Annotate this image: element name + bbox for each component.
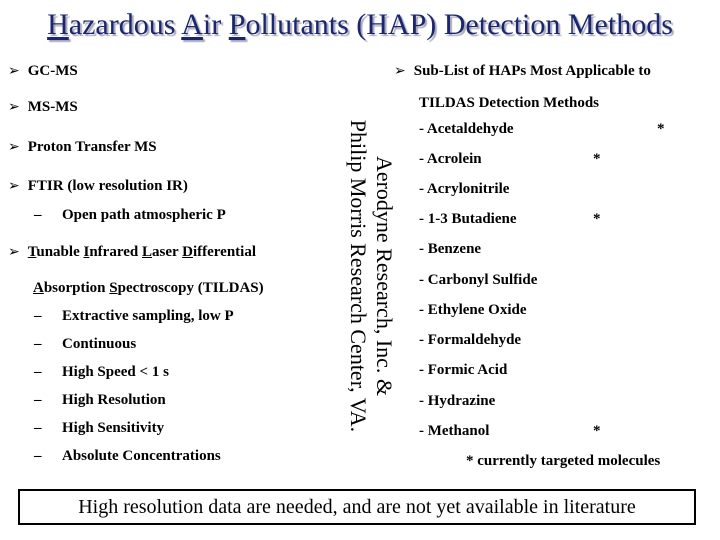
tildas-subitem xyxy=(34,448,221,465)
dash-icon: – xyxy=(34,336,42,352)
bullet-text: FTIR (low resolution IR) xyxy=(27,178,188,194)
tildas-text: bsorption xyxy=(43,280,110,296)
bullet-msms xyxy=(8,99,78,116)
hap-item: - Hydrazine xyxy=(419,393,496,409)
dash-icon: – xyxy=(34,392,42,408)
hap-item: - Carbonyl Sulfide xyxy=(419,272,538,288)
tildas-subitem xyxy=(34,308,234,325)
vertical-attribution xyxy=(317,81,397,471)
hap-item: - Methanol xyxy=(419,423,490,439)
title-text-3: ollutants (HAP) Detection Methods xyxy=(245,8,673,41)
target-star: * xyxy=(593,423,601,439)
subitem-text: Open path atmospheric P xyxy=(62,207,226,223)
title-initial-a: A xyxy=(181,8,203,41)
bullet-text: MS-MS xyxy=(27,99,78,115)
dash-icon: – xyxy=(34,308,42,324)
dash-icon: – xyxy=(34,420,42,436)
hap-list-header-2: TILDAS Detection Methods xyxy=(419,95,599,111)
target-star: * xyxy=(593,211,601,227)
hap-item: - Acrylonitrile xyxy=(419,181,510,197)
hap-item: - 1-3 Butadiene xyxy=(419,211,517,227)
arrow-bullet-icon: ➢ xyxy=(8,99,20,115)
target-star: * xyxy=(657,121,665,137)
attribution-line-2: Philip Morris Research Center, VA. xyxy=(346,119,371,433)
tildas-subitem xyxy=(34,392,166,409)
dash-icon: – xyxy=(34,364,42,380)
subitem-text: Continuous xyxy=(62,336,137,352)
tildas-initial: T xyxy=(27,244,37,260)
title-initial-h: H xyxy=(47,8,69,41)
arrow-bullet-icon: ➢ xyxy=(8,178,20,194)
tildas-text: aser xyxy=(151,244,183,260)
tildas-initial: S xyxy=(109,280,118,296)
tildas-initial: L xyxy=(141,244,152,260)
attribution-line-1: Aerodyne Research, Inc. & xyxy=(372,155,397,397)
subitem-text: High Speed < 1 s xyxy=(62,364,169,380)
bullet-text: Proton Transfer MS xyxy=(27,139,157,155)
hap-item: - Ethylene Oxide xyxy=(419,302,527,318)
hap-item: - Acrolein xyxy=(419,151,482,167)
arrow-bullet-icon: ➢ xyxy=(8,63,20,79)
bullet-ptms xyxy=(8,139,157,156)
header-text: Sub-List of HAPs Most Applicable to xyxy=(413,63,651,79)
tildas-text: pectroscopy xyxy=(117,280,195,296)
title-text-2: ir xyxy=(202,8,229,41)
tildas-text: unable xyxy=(36,244,84,260)
arrow-bullet-icon: ➢ xyxy=(8,244,20,260)
page-title xyxy=(0,8,720,42)
dash-icon: – xyxy=(34,448,42,464)
tildas-initial: I xyxy=(83,244,90,260)
subitem-text: High Resolution xyxy=(62,392,166,408)
arrow-bullet-icon: ➢ xyxy=(394,63,406,79)
ftir-subitem xyxy=(34,207,226,224)
target-star: * xyxy=(593,151,601,167)
bullet-tildas-line2 xyxy=(33,280,264,297)
tildas-text: ifferential xyxy=(192,244,257,260)
bullet-tildas xyxy=(8,244,256,261)
arrow-bullet-icon: ➢ xyxy=(8,139,20,155)
targeted-note: * currently targeted molecules xyxy=(466,453,661,469)
hap-list-header xyxy=(394,63,651,80)
bullet-text: GC-MS xyxy=(27,63,78,79)
tildas-subitem xyxy=(34,420,164,437)
dash-icon: – xyxy=(34,207,42,223)
subitem-text: Absolute Concentrations xyxy=(62,448,221,464)
tildas-subitem xyxy=(34,364,169,381)
hap-item: - Benzene xyxy=(419,241,482,257)
hap-item: - Formic Acid xyxy=(419,362,508,378)
bullet-ftir xyxy=(8,178,188,195)
tildas-text: nfrared xyxy=(89,244,142,260)
title-initial-p: P xyxy=(228,8,246,41)
tildas-text: (TILDAS) xyxy=(194,280,264,296)
tildas-initial: A xyxy=(33,280,44,296)
footer-callout: High resolution data are needed, and are not yet available in literature xyxy=(18,489,696,525)
tildas-initial: D xyxy=(182,244,193,260)
title-text-1: azardous xyxy=(68,8,182,41)
hap-item: - Formaldehyde xyxy=(419,332,522,348)
bullet-gcms xyxy=(8,63,78,80)
tildas-subitem xyxy=(34,336,136,353)
subitem-text: High Sensitivity xyxy=(62,420,165,436)
subitem-text: Extractive sampling, low P xyxy=(62,308,234,324)
hap-item: - Acetaldehyde xyxy=(419,121,514,137)
